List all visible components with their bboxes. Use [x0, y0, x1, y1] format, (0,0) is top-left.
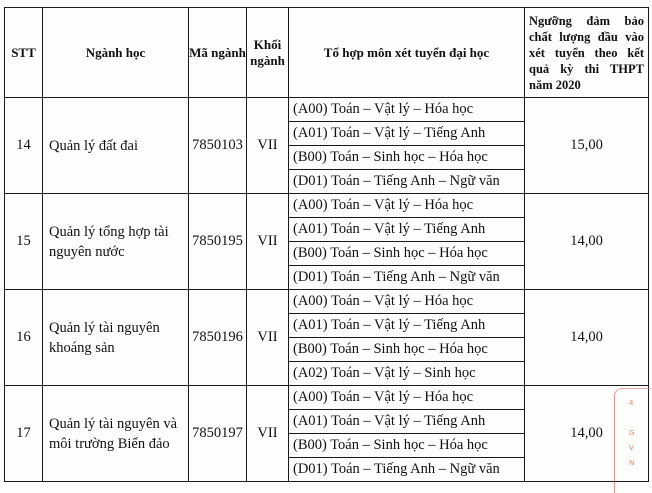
header-major: Ngành học	[43, 8, 189, 98]
row-combo: (B00) Toán – Sinh học – Hóa học	[289, 146, 525, 170]
row-combo: (A01) Toán – Vật lý – Tiếng Anh	[289, 218, 525, 242]
row-major: Quản lý tài nguyên và môi trường Biển đảo	[43, 386, 189, 482]
row-group: VII	[247, 194, 289, 290]
row-threshold: 14,00	[525, 194, 649, 290]
row-code: 7850196	[189, 290, 247, 386]
row-stt: 15	[5, 194, 43, 290]
header-group: Khối ngành	[247, 8, 289, 98]
header-combos: Tổ hợp môn xét tuyển đại học	[289, 8, 525, 98]
row-major: Quản lý tài nguyên khoáng sản	[43, 290, 189, 386]
row-major: Quản lý đất đai	[43, 98, 189, 194]
row-code: 7850197	[189, 386, 247, 482]
header-stt: STT	[5, 8, 43, 98]
row-combo: (D01) Toán – Tiếng Anh – Ngữ văn	[289, 458, 525, 482]
row-combo: (A01) Toán – Vật lý – Tiếng Anh	[289, 122, 525, 146]
row-major: Quản lý tổng hợp tài nguyên nước	[43, 194, 189, 290]
admissions-table	[4, 7, 649, 482]
row-threshold: 15,00	[525, 98, 649, 194]
table-row	[5, 290, 649, 314]
table-row	[5, 194, 649, 218]
row-code: 7850195	[189, 194, 247, 290]
table-body	[5, 98, 649, 482]
row-threshold: 14,00	[525, 386, 649, 482]
row-group: VII	[247, 386, 289, 482]
row-combo: (D01) Toán – Tiếng Anh – Ngữ văn	[289, 266, 525, 290]
seal-stamp: 4 G V N	[614, 388, 651, 493]
row-combo: (A02) Toán – Vật lý – Sinh học	[289, 362, 525, 386]
row-combo: (B00) Toán – Sinh học – Hóa học	[289, 338, 525, 362]
row-combo: (B00) Toán – Sinh học – Hóa học	[289, 242, 525, 266]
row-stt: 16	[5, 290, 43, 386]
row-combo: (A01) Toán – Vật lý – Tiếng Anh	[289, 410, 525, 434]
header-row	[5, 8, 649, 98]
row-stt: 14	[5, 98, 43, 194]
header-code: Mã ngành	[189, 8, 247, 98]
row-combo: (D01) Toán – Tiếng Anh – Ngữ văn	[289, 170, 525, 194]
row-combo: (B00) Toán – Sinh học – Hóa học	[289, 434, 525, 458]
row-stt: 17	[5, 386, 43, 482]
row-combo: (A00) Toán – Vật lý – Hóa học	[289, 290, 525, 314]
row-group: VII	[247, 290, 289, 386]
table-row	[5, 386, 649, 410]
row-combo: (A00) Toán – Vật lý – Hóa học	[289, 386, 525, 410]
row-code: 7850103	[189, 98, 247, 194]
row-threshold: 14,00	[525, 290, 649, 386]
table-row	[5, 98, 649, 122]
header-threshold: Ngưỡng đảm bảo chất lượng đầu vào xét tuyển theo kết quả kỳ thi THPT năm 2020	[525, 8, 649, 98]
row-combo: (A00) Toán – Vật lý – Hóa học	[289, 98, 525, 122]
row-group: VII	[247, 98, 289, 194]
row-combo: (A00) Toán – Vật lý – Hóa học	[289, 194, 525, 218]
row-combo: (A01) Toán – Vật lý – Tiếng Anh	[289, 314, 525, 338]
